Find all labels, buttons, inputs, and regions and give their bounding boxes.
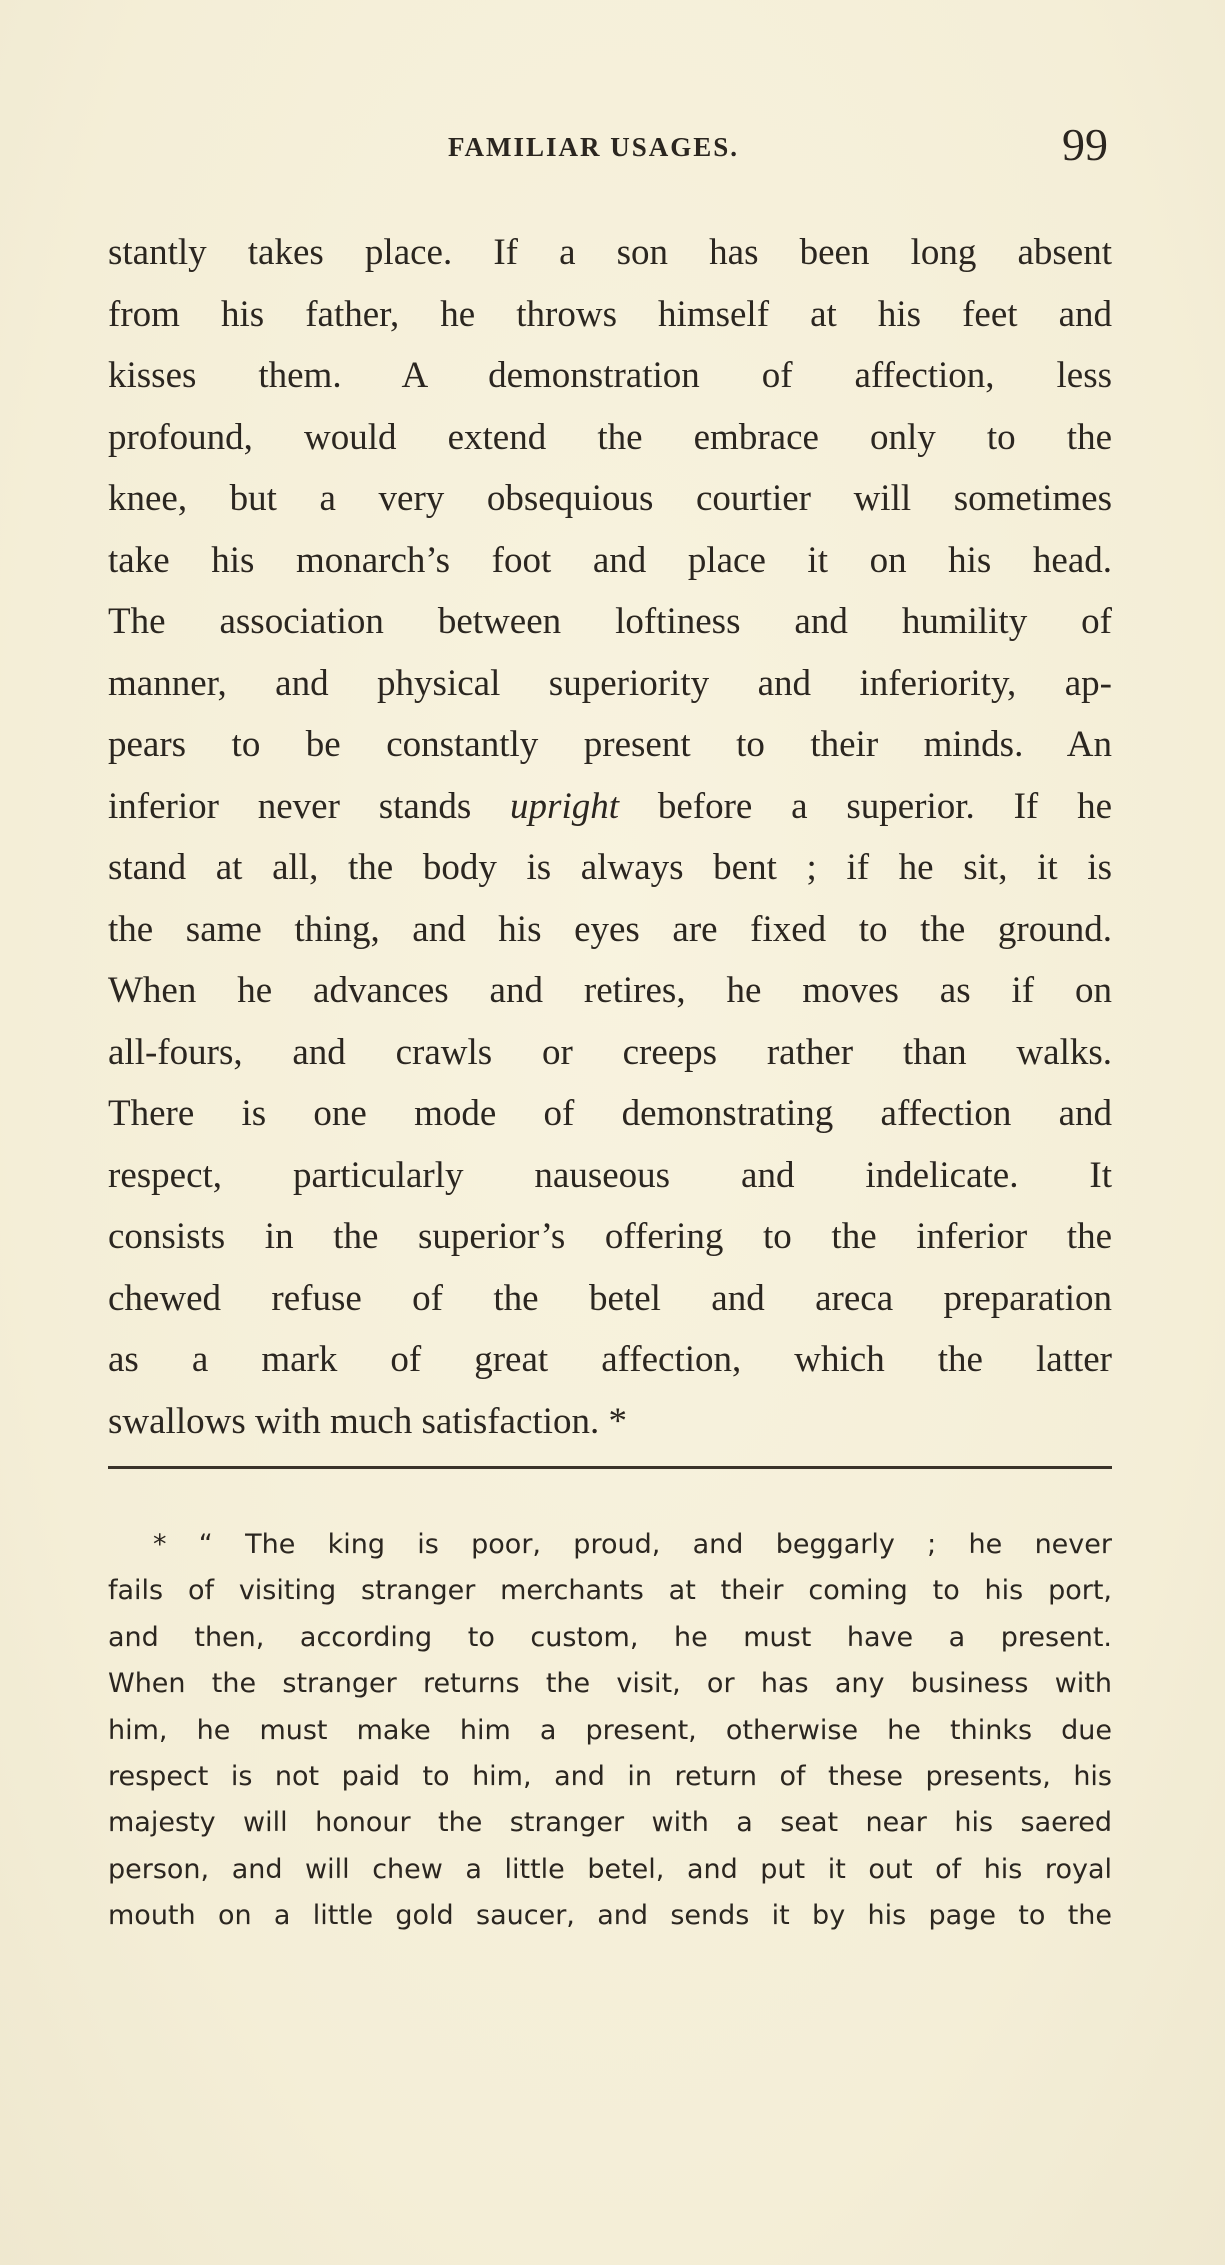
text-line: manner, and physical superiority and inferiority, ap- (108, 662, 1112, 704)
text-line: all-fours, and crawls or creeps rather than walks. (108, 1031, 1112, 1073)
footnote-divider (108, 1466, 1112, 1469)
text-line-with-italic (108, 776, 1112, 838)
text-line: stand at all, the body is always bent ; if he sit, it is (108, 847, 1112, 888)
footnote (108, 1522, 1112, 1940)
footnote-line: When the stranger returns the visit, or has any business with (108, 1668, 1112, 1700)
text-line: kisses them. A demonstration of affection, less (108, 355, 1112, 396)
text-line-last: swallows with much satisfaction. * (108, 1400, 627, 1442)
text-line: The association between loftiness and humility of (108, 601, 1112, 642)
footnote-line: * “ The king is poor, proud, and beggarly ; he never (153, 1529, 1112, 1560)
text-line: chewed refuse of the betel and areca preparation (108, 1277, 1112, 1319)
text-line: the same thing, and his eyes are fixed to the ground. (108, 908, 1112, 950)
text-line: stantly takes place. If a son has been long absent (108, 232, 1112, 273)
footnote-line: person, and will chew a little betel, and put it out of his royal (108, 1853, 1112, 1885)
text-line: consists in the superior’s offering to the inferior the (108, 1216, 1112, 1257)
footnote-line: mouth on a little gold saucer, and sends it by his page to the (108, 1900, 1112, 1932)
text-line: take his monarch’s foot and place it on his head. (108, 539, 1112, 581)
italic-word: upright (510, 785, 620, 827)
footnote-line: majesty will honour the stranger with a seat near his saered (108, 1807, 1112, 1839)
text-segment: before a superior. If he (619, 785, 1112, 827)
footnote-line: respect is not paid to him, and in return of these presents, his (108, 1760, 1112, 1792)
text-line: There is one mode of demonstrating affection and (108, 1093, 1112, 1134)
text-line: from his father, he throws himself at his feet and (108, 293, 1112, 335)
running-head: FAMILIAR USAGES. (448, 132, 740, 162)
text-line: profound, would extend the embrace only to the (108, 416, 1112, 458)
text-segment: inferior never stands (108, 785, 511, 827)
page-header (108, 118, 1108, 178)
text-line: knee, but a very obsequious courtier will sometimes (108, 478, 1112, 519)
page-number: 99 (1062, 119, 1108, 170)
text-line: When he advances and retires, he moves as if on (108, 970, 1112, 1011)
footnote-line: and then, according to custom, he must have a present. (108, 1621, 1112, 1653)
text-line: respect, particularly nauseous and indelicate. It (108, 1154, 1112, 1196)
footnote-line: fails of visiting stranger merchants at their coming to his port, (108, 1575, 1112, 1607)
main-text (108, 222, 1112, 1452)
text-line: pears to be constantly present to their minds. An (108, 724, 1112, 765)
footnote-line: him, he must make him a present, otherwise he thinks due (108, 1714, 1112, 1746)
text-line: as a mark of great affection, which the latter (108, 1339, 1112, 1380)
